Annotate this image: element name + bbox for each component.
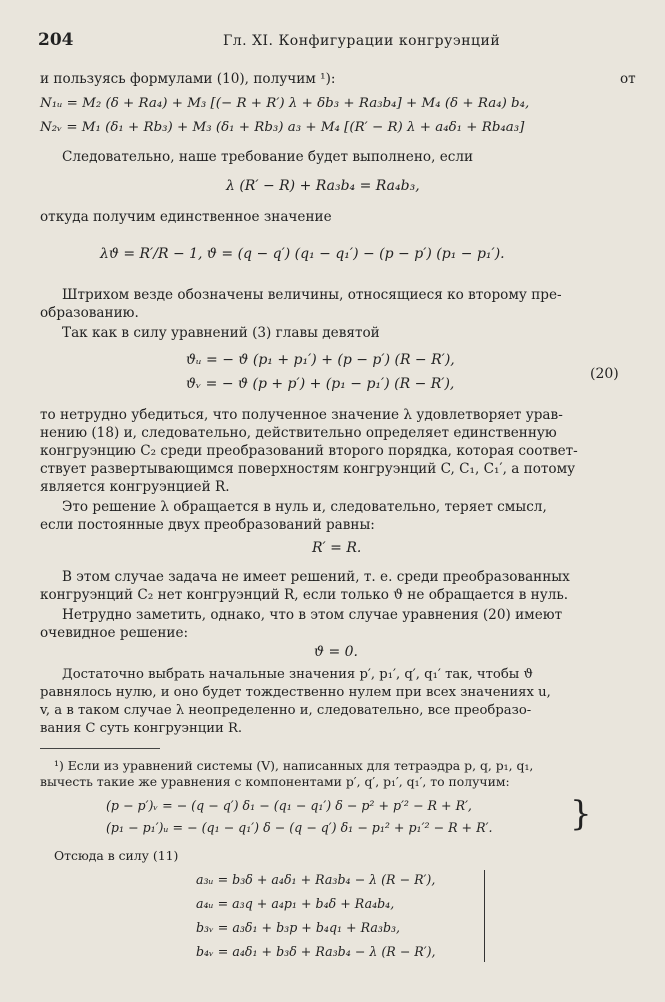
- page-header: [38, 30, 638, 54]
- text-line: равнялось нулю, и оно будет тождественно нулем при всех значениях u,: [40, 685, 551, 700]
- footnote-line: вычесть такие же уравнения с компонентами p′, q′, p₁′, q₁′, то получим:: [40, 774, 510, 789]
- footnote-line: Отсюда в силу (11): [54, 848, 179, 863]
- system-bar: [484, 870, 485, 962]
- text-line: Так как в силу уравнений (3) главы девятой: [62, 325, 380, 341]
- footnote-equation: a₄ᵤ = a₃q + a₄p₁ + b₄δ + Ra₄b₄,: [196, 896, 395, 911]
- equation-theta: λϑ = R′/R − 1, ϑ = (q − q′) (q₁ − q₁′) − (p − p′) (p₁ − p₁′).: [100, 246, 505, 262]
- footnote-line: ¹) Если из уравнений системы (V), написанных для тетраэдра p, q, p₁, q₁,: [54, 758, 534, 773]
- text-line: v, а в таком случае λ неопределенно и, следовательно, все преобразо-: [40, 703, 532, 718]
- text-line: нению (18) и, следовательно, действительно определяет единственную: [40, 425, 557, 441]
- footnote-equation: b₃ᵥ = a₃δ₁ + b₃p + b₄q₁ + Ra₃b₃,: [196, 920, 401, 935]
- equation-n2v: N₂ᵥ = M₁ (δ₁ + Rb₃) + M₃ (δ₁ + Rb₃) a₃ + M₄ [(R′ − R) λ + a₄δ₁ + Rb₄a₃]: [40, 120, 525, 135]
- text-line: ствует развертывающимся поверхностям конгруэнций C, C₁, C₁′, а потому: [40, 461, 576, 477]
- text-line: образованию.: [40, 305, 139, 321]
- text-line: Следовательно, наше требование будет выполнено, если: [62, 149, 474, 165]
- equation-theta-v: ϑᵥ = − ϑ (p + p′) + (p₁ − p₁′) (R − R′),: [186, 376, 455, 392]
- text-line: Штрихом везде обозначены величины, относящиеся ко второму пре-: [62, 287, 562, 303]
- text-fragment: от: [620, 71, 636, 87]
- equation-theta-zero: ϑ = 0.: [314, 644, 358, 660]
- footnote-equation: a₃ᵤ = b₃δ + a₄δ₁ + Ra₃b₄ − λ (R − R′),: [196, 872, 436, 887]
- equation-lambda: λ (R′ − R) + Ra₃b₄ = Ra₄b₃,: [226, 178, 420, 194]
- text-line: Нетрудно заметить, однако, что в этом случае уравнения (20) имеют: [62, 607, 563, 623]
- text-line: и пользуясь формулами (10), получим ¹):: [40, 71, 336, 87]
- equation-n1u: N₁ᵤ = M₂ (δ + Ra₄) + M₃ [(− R + R′) λ + δb₃ + Ra₃b₄] + M₄ (δ + Ra₄) b₄,: [40, 96, 530, 111]
- equation-r-equal: R′ = R.: [312, 540, 362, 556]
- footnote-equation: (p − p′)ᵥ = − (q − q′) δ₁ − (q₁ − q₁′) δ − p² + p′² − R + R′,: [106, 798, 472, 813]
- equation-number: (20): [590, 366, 619, 382]
- text-line: если постоянные двух преобразований равны:: [40, 517, 375, 533]
- text-line: очевидное решение:: [40, 625, 189, 641]
- running-title: Гл. XI. Конфигурации конгруэнций: [223, 33, 501, 49]
- text-line: является конгруэнцией R.: [40, 479, 230, 495]
- footnote-equation: (p₁ − p₁′)ᵤ = − (q₁ − q₁′) δ − (q − q′) δ₁ − p₁² + p₁′² − R + R′.: [106, 820, 493, 835]
- text-line: откуда получим единственное значение: [40, 209, 332, 225]
- text-line: то нетрудно убедиться, что полученное значение λ удовлетворяет урав-: [40, 407, 563, 423]
- text-line: В этом случае задача не имеет решений, т. е. среди преобразованных: [62, 569, 570, 585]
- equation-theta-u: ϑᵤ = − ϑ (p₁ + p₁′) + (p − p′) (R − R′),: [186, 352, 455, 368]
- text-line: Это решение λ обращается в нуль и, следовательно, теряет смысл,: [62, 499, 547, 515]
- text-line: конгруэнций C₂ нет конгруэнций R, если только ϑ не обращается в нуль.: [40, 587, 569, 603]
- footnote-equation: b₄ᵥ = a₄δ₁ + b₃δ + Ra₃b₄ − λ (R − R′),: [196, 944, 436, 959]
- page-number: 204: [38, 30, 74, 50]
- text-line: вания C суть конгруэнции R.: [40, 721, 243, 736]
- text-line: конгруэнцию C₂ среди преобразований второго порядка, которая соответ-: [40, 443, 578, 459]
- text-line: Достаточно выбрать начальные значения p′, p₁′, q′, q₁′ так, чтобы ϑ: [62, 667, 533, 682]
- brace-glyph: }: [570, 794, 592, 834]
- footnote-rule: [40, 748, 160, 749]
